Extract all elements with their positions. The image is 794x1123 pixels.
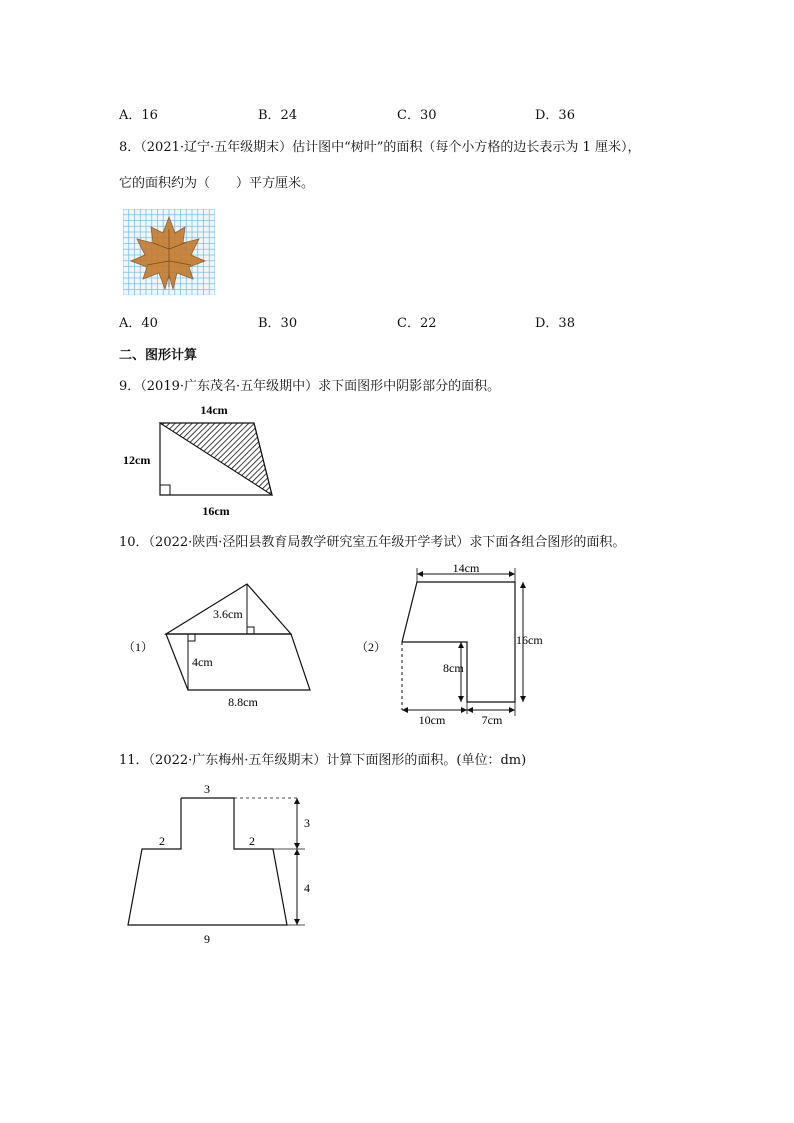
q11-label-base: 9 — [204, 932, 210, 946]
q10-fig2-label-right: 16cm — [516, 633, 543, 647]
q7-option-a: A．16 — [119, 108, 158, 123]
q10-fig1-tag: （1） — [123, 640, 154, 654]
q11-label-upper-height: 3 — [304, 816, 310, 830]
q10-figure-1 — [115, 578, 325, 714]
q10-fig2-label-top: 14cm — [452, 561, 480, 575]
q10-fig1-label-triangle-height: 3.6cm — [213, 607, 243, 621]
q11-text: 11．（2022·广东梅州·五年级期末）计算下面图形的面积。(单位：dm) — [119, 753, 527, 768]
q11-label-top: 3 — [204, 782, 210, 796]
q10-fig2-label-bottom-left: 10cm — [418, 713, 446, 727]
section-title: 二、图形计算 — [119, 348, 198, 363]
q10-fig1-label-trapezoid-height: 4cm — [192, 655, 213, 669]
q9-text: 9．（2019·广东茂名·五年级期中）求下面图形中阴影部分的面积。 — [119, 379, 501, 394]
leaf-grid-figure — [123, 209, 215, 295]
q8-text-line2: 它的面积约为（ ）平方厘米。 — [119, 176, 315, 191]
q7-option-d: D．36 — [535, 108, 575, 123]
q10-figure-2 — [352, 560, 562, 732]
q9-label-top: 14cm — [200, 403, 228, 417]
q10-fig2-label-bottom-right: 7cm — [481, 713, 503, 727]
q7-option-b: B．24 — [258, 108, 298, 123]
q8-option-b: B．30 — [258, 316, 298, 331]
q8-option-a: A．40 — [119, 316, 158, 331]
q8-option-d: D．38 — [535, 316, 575, 331]
q9-label-bottom: 16cm — [202, 504, 230, 518]
q11-label-lower-height: 4 — [304, 881, 310, 895]
q10-fig2-label-inner: 8cm — [443, 661, 464, 675]
q7-option-c: C．30 — [397, 108, 437, 123]
q9-figure — [115, 398, 295, 522]
q11-figure — [115, 774, 335, 950]
q10-fig1-label-base: 8.8cm — [228, 695, 258, 709]
q9-label-left: 12cm — [123, 453, 151, 467]
q8-option-c: C．22 — [397, 316, 437, 331]
q10-text: 10．（2022·陕西·泾阳县教育局教学研究室五年级开学考试）求下面各组合图形的面积。 — [119, 535, 626, 550]
q11-label-left-step: 2 — [159, 834, 165, 848]
q11-label-right-step: 2 — [249, 834, 255, 848]
q10-fig2-tag: （2） — [356, 640, 387, 654]
q8-text-line1: 8．（2021·辽宁·五年级期末）估计图中“树叶”的面积（每个小方格的边长表示为 1 厘米）， — [119, 140, 641, 155]
